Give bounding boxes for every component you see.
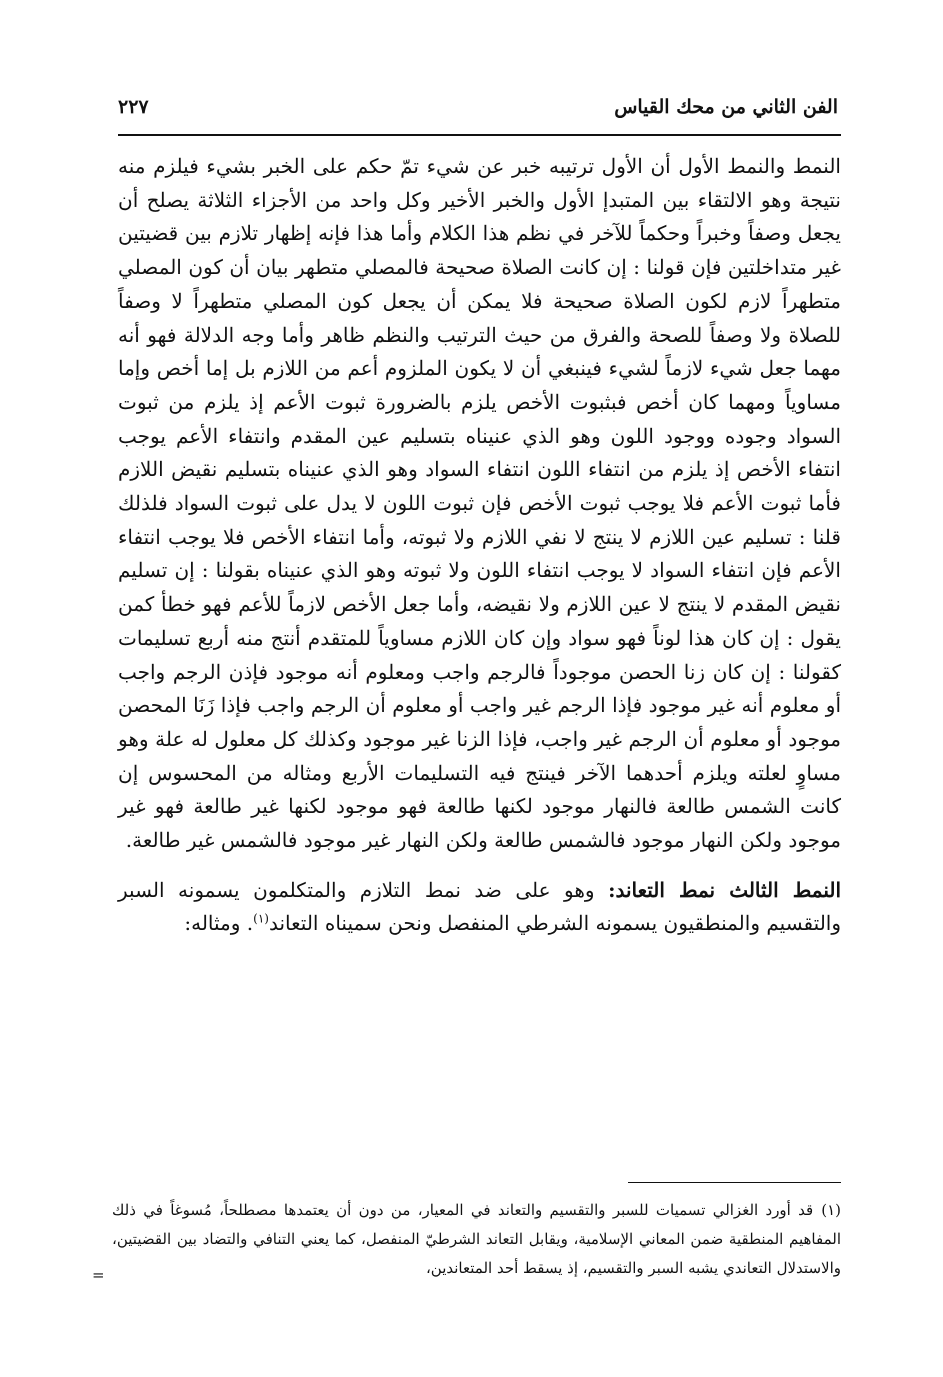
footnote-divider bbox=[628, 1182, 841, 1183]
section-heading: النمط الثالث نمط التعاند: bbox=[608, 877, 842, 902]
footnote-item bbox=[112, 1196, 841, 1283]
footnote-text: قد أورد الغزالي تسميات للسبر والتقسيم والتعاند في المعيار، من دون أن يعتمدها مصطلحاً، مُسوغاً في ذلك المفاهيم المنطقية ضمن المعاني الإسلامية، ويقابل التعاند الشرطيّ المنفصل، كما يعني التنافي والتضاد بين القضيتين، والاستدلال التعاندي يشبه السبر والتقسيم، إذ يسقط أحد المتعاندين، bbox=[112, 1201, 841, 1277]
paragraph-2-text: وهو على ضد نمط التلازم والمتكلمون يسمونه السبر والتقسيم والمنطقيون يسمونه الشرطي المنفصل ونحن سميناه التعاند bbox=[118, 877, 841, 936]
paragraph-1: النمط والنمط الأول أن الأول ترتيبه خبر عن شيء تمّ حكم على الخبر بشيء فيلزم منه نتيجة وهو الالتقاء بين المتبدإ الأول والخبر الأخير وكل واحد من الأجزاء الثلاثة يصلح أن يجعل وصفاً وخبراً وحكماً للآخر في نظم هذا الكلام وأما هذا فإنه إظهار تلازم بين قضيتين غير متداخلتين فإن قولنا : إن كانت الصلاة صحيحة فالمصلي متطهر بيان أن كون المصلي متطهراً لازم لكون الصلاة صحيحة فلا يمكن أن يجعل كون المصلي متطهراً لا وصفاً للصلاة ولا وصفاً للصحة والفرق من حيث الترتيب والنظم ظاهر وأما وجه الدلالة فهو أنه مهما جعل شيء لازماً لشيء فينبغي أن لا يكون الملزوم أعم من اللازم بل إما أخص وإما مساوياً ومهما كان أخص فبثبوت الأخص يلزم بالضرورة ثبوت الأعم إذ يلزم من ثبوت السواد وجوده ووجود اللون وهو الذي عنيناه بتسليم عين المقدم وانتفاء الأعم يوجب انتفاء الأخص إذ يلزم من انتفاء اللون انتفاء السواد وهو الذي عنيناه بتسليم نقيض اللازم فأما ثبوت الأعم فلا يوجب ثبوت الأخص فإن ثبوت اللون لا يدل على ثبوت السواد فلذلك قلنا : تسليم عين اللازم لا ينتج لا نفي اللازم ولا ثبوته، وأما انتفاء الأخص فلا يوجب انتفاء الأعم فإن انتفاء السواد لا يوجب انتفاء اللون ولا ثبوته وهو الذي عنيناه بقولنا : إن تسليم نقيض المقدم لا ينتج لا عين اللازم ولا نقيضه، وأما جعل الأخص لازماً للأعم فهو خطأ كمن يقول : إن كان هذا لوناً فهو سواد وإن كان اللازم مساوياً للمتقدم أنتج منه أربع تسليمات كقولنا : إن كان زنا الحصن موجوداً فالرجم واجب ومعلوم أنه موجود فإذن الرجم واجب أو معلوم أنه غير موجود فإذا الرجم غير واجب أو معلوم أن الرجم واجب فإذا زَنَا المحصن موجود أو معلوم أن الرجم غير واجب، فإذا الزنا غير موجود وكذلك كل معلول له علة وهو مساوٍ لعلته ويلزم أحدهما الآخر فينتج فيه التسليمات الأربع ومثاله من المحسوس إن كانت الشمس طالعة فالنهار موجود لكنها طالعة فهو موجود لكنها غير طالعة فهو غير موجود ولكن النهار موجود فالشمس طالعة ولكن النهار غير موجود فالشمس غير طالعة. bbox=[118, 154, 842, 853]
footnote bbox=[112, 1196, 841, 1283]
running-header bbox=[118, 96, 838, 132]
paragraph-2 bbox=[118, 874, 841, 941]
footnote-continued-mark: = bbox=[92, 1266, 105, 1284]
page-number: ٢٢٧ bbox=[118, 96, 149, 118]
header-divider bbox=[118, 134, 841, 136]
main-text bbox=[118, 150, 841, 941]
header-title: الفن الثاني من محك القياس bbox=[614, 96, 838, 118]
footnote-marker: (١) bbox=[821, 1201, 841, 1219]
paragraph-2-ending: . ومثاله: bbox=[184, 911, 254, 936]
footnote-reference[interactable]: (١) bbox=[253, 911, 269, 926]
